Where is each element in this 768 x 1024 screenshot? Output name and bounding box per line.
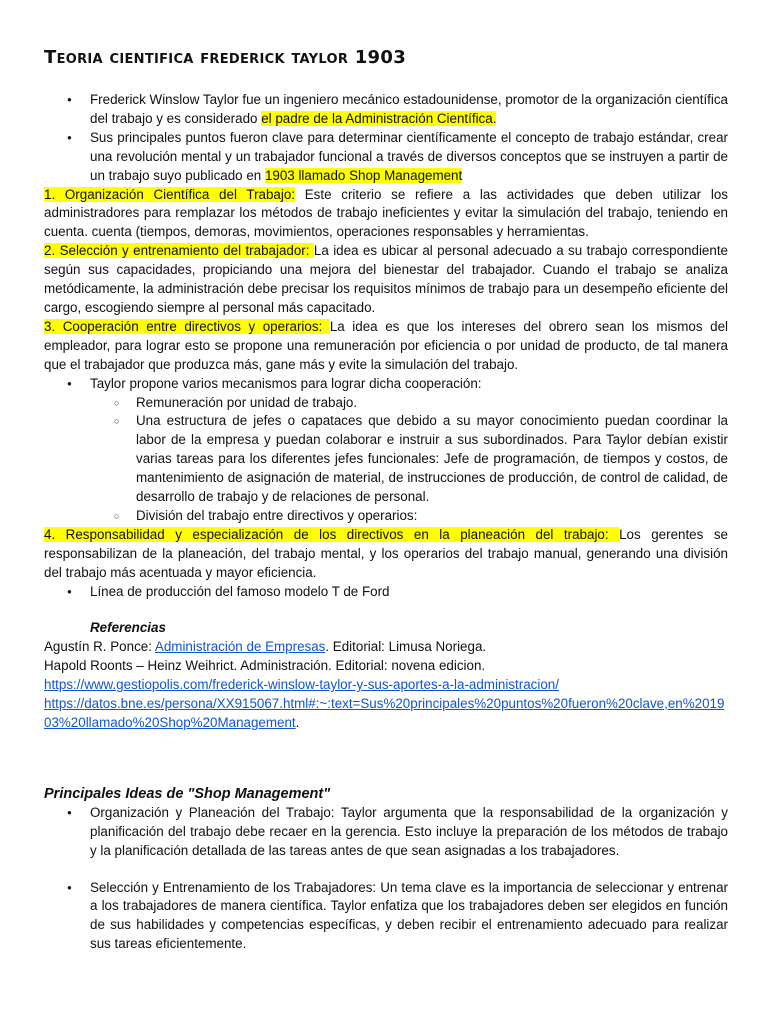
reference-1: Agustín R. Ponce: Administración de Empresas. Editorial: Limusa Noriega.	[44, 639, 487, 655]
sub-list-item: ○ Una estructura de jefes o capataces que debido a su mayor conocimiento puedan coordinar la labor de la empresa y puedan colaborar e instruir a sus subordinados. Para Taylor debían existir varias tareas para los diferentes jefes funcionales: Jefe de programación, de tiempos y costos, de mantenimiento de asignación de material, de instrucciones de producción, de control de calidad, de desarrollo de trabajo y de relaciones de personal.	[44, 412, 728, 507]
list-item: ● Línea de producción del famoso modelo T de Ford	[44, 583, 728, 602]
highlight: 2. Selección y entrenamiento del trabajador:	[44, 243, 314, 259]
document-page	[44, 46, 728, 954]
section-list	[44, 804, 728, 861]
intro-list	[44, 91, 728, 186]
highlight: 1. Organización Científica del Trabajo:	[44, 186, 296, 202]
list-item: ● Frederick Winslow Taylor fue un ingeniero mecánico estadounidense, promotor de la organización científica del trabajo y es considerado el padre de la Administración Científica.	[44, 91, 728, 129]
section-list	[44, 879, 728, 955]
point-2: 2. Selección y entrenamiento del trabajador: La idea es ubicar al personal adecuado a su trabajo correspondiente según sus capacidades, propiciando una mejora del bienestar del trabajador. Cuando el trabajo se analiza metódicamente, la administración debe precisar los requisitos mínimos de trabajo para un desempeño eficiente del cargo, escogiendo siempre al personal más capacitado.	[44, 243, 728, 315]
point-3-list	[44, 375, 728, 394]
point-3: 3. Cooperación entre directivos y operarios: La idea es que los intereses del obrero sean los mismos del empleador, para lograr esto se propone una remuneración por eficiencia o por unidad de producto, de tal manera que el trabajador que produzca más, gane más y evite la simulación del trabajo.	[44, 318, 728, 372]
reference-2: Hapold Roonts – Heinz Weihrict. Administración. Editorial: novena edicion.	[44, 658, 486, 674]
reference-3	[44, 676, 728, 695]
point-4: 4. Responsabilidad y especialización de los directivos en la planeación del trabajo: Los gerentes se responsabilizan de la planeación, del trabajo mental, y los operarios del trabajo manual, generando una división del trabajo más acentuada y mayor eficiencia.	[44, 526, 728, 580]
list-item: ● Selección y Entrenamiento de los Trabajadores: Un tema clave es la importancia de seleccionar y entrenar a los trabajadores de manera científica. Taylor enfatiza que los trabajadores deben ser elegidos en función de sus habilidades y competencias específicas, y deben recibir el entrenamiento adecuado para realizar sus tareas eficientemente.	[44, 879, 728, 955]
point-3-sublist	[44, 394, 728, 526]
sub-list-item: ○ División del trabajo entre directivos y operarios:	[44, 507, 728, 526]
reference-url-link[interactable]: https://datos.bne.es/persona/XX915067.html#:~:text=Sus%20principales%20puntos%20fueron%20clave,en%201903%20llamado%20Shop%20Management	[44, 696, 725, 730]
section-heading: Principales Ideas de "Shop Management"	[44, 785, 331, 802]
references-heading: Referencias	[90, 620, 166, 636]
highlight: 4. Responsabilidad y especialización de los directivos en la planeación del trabajo:	[44, 526, 620, 542]
point-1: 1. Organización Científica del Trabajo: Este criterio se refiere a las actividades que deben utilizar los administradores para remplazar los métodos de trabajo ineficientes y evitar la simulación del trabajo, teniendo en cuenta. cuenta (tiempos, demoras, movimientos, operaciones responsables y herramientas.	[44, 186, 728, 240]
reference-4: https://datos.bne.es/persona/XX915067.html#:~:text=Sus%20principales%20puntos%20fueron%20clave,en%201903%20llamado%20Shop%20Management.	[44, 696, 725, 730]
list-item: ● Taylor propone varios mecanismos para lograr dicha cooperación:	[44, 375, 728, 394]
document-title: Teoria cientifica frederick taylor 1903	[44, 47, 407, 68]
list-item: ● Sus principales puntos fueron clave para determinar científicamente el concepto de trabajo estándar, crear una revolución mental y un trabajador funcional a través de diversos conceptos que se instruyen a partir de un trabajo suyo publicado en 1903 llamado Shop Management	[44, 129, 728, 186]
highlight: 3. Cooperación entre directivos y operarios:	[44, 318, 330, 334]
reference-link[interactable]: Administración de Empresas	[154, 639, 326, 655]
highlight: 1903 llamado Shop Management	[264, 167, 463, 183]
reference-url-link[interactable]: https://www.gestiopolis.com/frederick-winslow-taylor-y-sus-aportes-a-la-administracion/	[44, 677, 559, 693]
sub-list-item: ○ Remuneración por unidad de trabajo.	[44, 394, 728, 413]
list-item: ● Organización y Planeación del Trabajo: Taylor argumenta que la responsabilidad de la organización y planificación del trabajo debe recaer en la gerencia. Esto incluye la preparación de los métodos de trabajo y la planificación detallada de las tareas antes de que sean asignadas a los trabajadores.	[44, 804, 728, 861]
highlight: el padre de la Administración Científica.	[261, 110, 497, 126]
point-4-list	[44, 583, 728, 602]
